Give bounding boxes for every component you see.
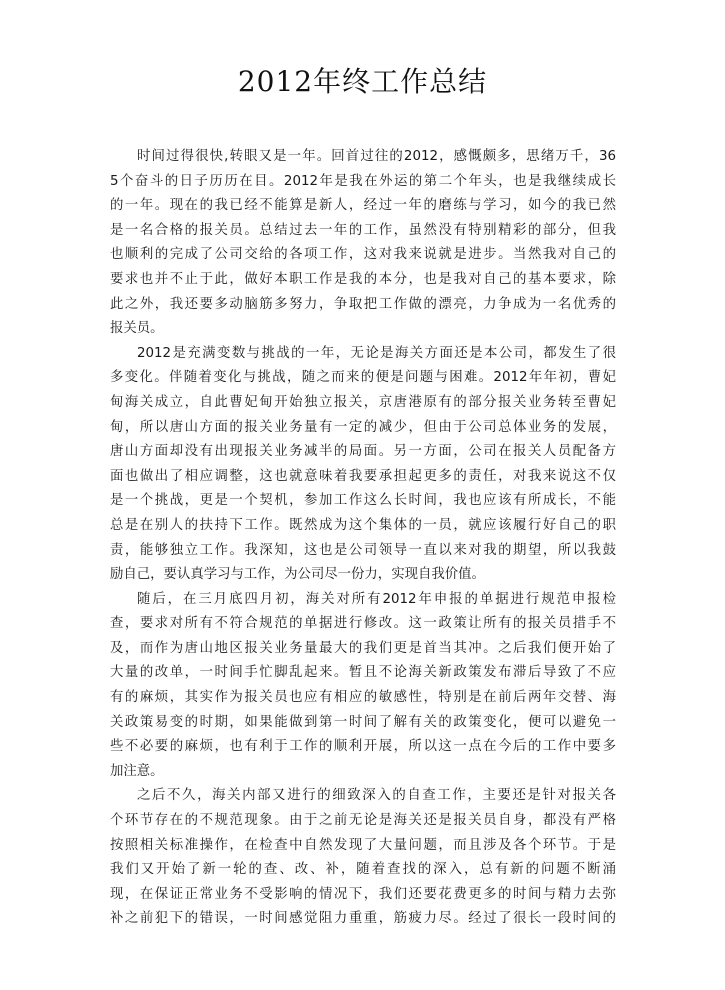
text-line: 大量的改单，一时间手忙脚乱起来。暂且不论海关新政策发布滞后导致了不应 — [110, 665, 616, 681]
text-line: 查，要求对所有不符合规范的单据进行修改。这一政策让所有的报关员措手不 — [110, 616, 616, 632]
text-line: 现，在保证正常业务不受影响的情况下，我们还要花费更多的时间与精力去弥 — [110, 886, 616, 902]
text-line: 我们又开始了新一轮的查、改、补，随着查找的深入，总有新的问题不断涌 — [110, 862, 616, 878]
text-line: 加注意。 — [110, 763, 164, 779]
text-line: 唐山方面却没有出现报关业务减半的局面。另一方面，公司在报关人员配备方 — [110, 444, 616, 460]
text-line: 责，能够独立工作。我深知，这也是公司领导一直以来对我的期望，所以我鼓 — [110, 542, 616, 558]
text-line: 5个奋斗的日子历历在目。2012年是我在外运的第二个年头，也是我继续成长 — [110, 173, 616, 189]
text-line: 时间过得很快,转眼又是一年。回首过往的2012，感慨颇多，思绪万千，36 — [137, 149, 616, 164]
text-line: 按照相关标准操作，在检查中自然发现了大量问题，而且涉及各个环节。于是 — [110, 837, 616, 853]
text-line: 多变化。伴随着变化与挑战，随之而来的便是问题与困难。2012年年初，曹妃 — [110, 370, 616, 386]
text-line: 是一个挑战，更是一个契机，参加工作这么长时间，我也应该有所成长，不能 — [110, 493, 616, 509]
text-line: 面也做出了相应调整，这也就意味着我要承担起更多的责任，对我来说这不仅 — [110, 468, 616, 484]
document-body — [110, 145, 616, 932]
text-line: 是一名合格的报关员。总结过去一年的工作，虽然没有特别精彩的部分，但我 — [110, 222, 616, 238]
text-line: 此之外，我还要多动脑筋多努力，争取把工作做的漂亮，力争成为一名优秀的 — [110, 296, 616, 312]
text-line: 补之前犯下的错误，一时间感觉阻力重重，筋疲力尽。经过了很长一段时间的 — [110, 911, 616, 927]
text-line: 甸海关成立，自此曹妃甸开始独立报关，京唐港原有的部分报关业务转至曹妃 — [110, 394, 616, 410]
text-line: 个环节存在的不规范现象。由于之前无论是海关还是报关员自身，都没有严格 — [110, 813, 616, 829]
text-line: 要求也并不止于此，做好本职工作是我的本分，也是我对自己的基本要求，除 — [110, 271, 616, 287]
text-line: 也顺利的完成了公司交给的各项工作，这对我来说就是进步。当然我对自己的 — [110, 247, 616, 263]
text-line: 随后，在三月底四月初，海关对所有2012年申报的单据进行规范申报检 — [137, 591, 616, 607]
text-line: 报关员。 — [110, 321, 164, 337]
text-line: 有的麻烦，其实作为报关员也应有相应的敏感性，特别是在前后两年交替、海 — [110, 690, 616, 706]
text-line: 关政策易变的时期，如果能做到第一时间了解有关的政策变化，便可以避免一 — [110, 714, 616, 730]
text-line: 之后不久，海关内部又进行的细致深入的自查工作，主要还是针对报关各 — [137, 788, 616, 804]
text-line: 2012是充满变数与挑战的一年，无论是海关方面还是本公司，都发生了很 — [137, 345, 616, 361]
text-line: 及，而作为唐山地区报关业务量最大的我们更是首当其冲。之后我们便开始了 — [110, 640, 616, 656]
text-line: 些不必要的麻烦，也有利于工作的顺利开展，所以这一点在今后的工作中要多 — [110, 739, 616, 755]
text-line: 甸，所以唐山方面的报关业务量有一定的减少，但由于公司总体业务的发展， — [110, 419, 616, 435]
text-line: 励自己，要认真学习与工作，为公司尽一份力，实现自我价值。 — [110, 567, 485, 583]
text-line: 总是在别人的扶持下工作。既然成为这个集体的一员，就应该履行好自己的职 — [110, 517, 616, 533]
text-line: 的一年。现在的我已经不能算是新人，经过一年的磨练与学习，如今的我已然 — [110, 198, 616, 214]
document-title: 2012年终工作总结 — [237, 65, 488, 98]
